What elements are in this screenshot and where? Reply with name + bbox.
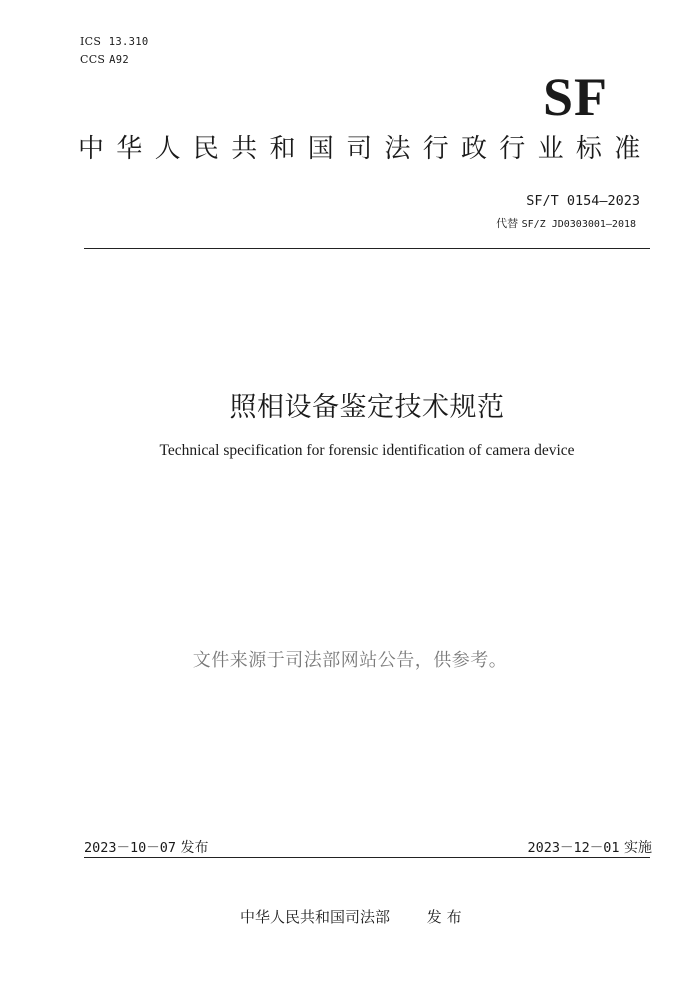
release-date-line [84, 836, 208, 857]
release-date: 2023－10－07 [84, 840, 177, 856]
document-title-chinese: 照相设备鉴定技术规范 [229, 392, 505, 423]
issuer-name: 中华人民共和国司法部 [240, 908, 391, 926]
ics-value: 13.310 [108, 36, 149, 48]
ccs-code [80, 53, 129, 66]
issuer-line [240, 906, 462, 927]
replaces-prefix: 代替 [496, 217, 519, 230]
implement-label: 实施 [624, 840, 652, 856]
standard-number: SF/T 0154—2023 [526, 193, 640, 209]
implement-date-line [528, 836, 652, 857]
source-notice: 文件来源于司法部网站公告，供参考。 [192, 650, 508, 671]
implement-date: 2023－12－01 [527, 840, 620, 856]
document-title-english: Technical specification for forensic identification of camera device [159, 442, 575, 459]
replaces-number: SF/Z JD0303001—2018 [521, 219, 636, 230]
replaces-line [496, 215, 636, 231]
top-divider [84, 248, 650, 249]
issuer-action: 发 布 [426, 908, 462, 926]
ics-code [80, 35, 149, 48]
ccs-value: A92 [109, 54, 129, 66]
ics-label: ICS [80, 35, 102, 48]
org-title: 中华人民共和国司法行政行业标准 [78, 134, 653, 164]
sf-logo: SF [542, 67, 608, 127]
ccs-label: CCS [80, 53, 106, 66]
bottom-divider [84, 857, 650, 858]
release-label: 发布 [180, 840, 209, 856]
